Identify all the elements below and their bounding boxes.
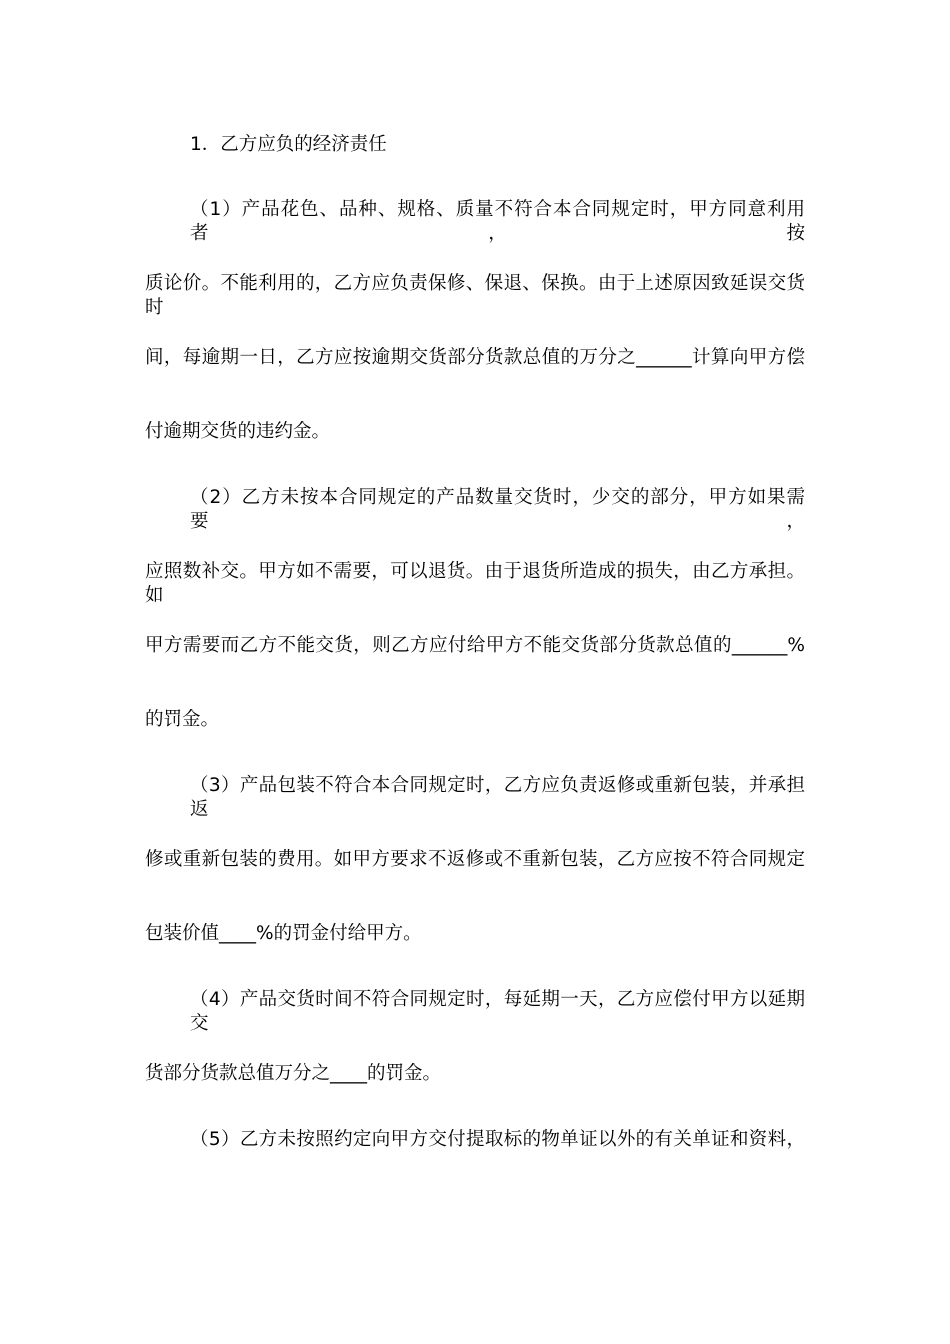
paragraph-line: 包装价值____%的罚金付给甲方。 xyxy=(145,923,422,944)
paragraph-line: 付逾期交货的违约金。 xyxy=(145,421,331,442)
paragraph-line: 的罚金。 xyxy=(145,709,220,730)
paragraph-line: （4）产品交货时间不符合同规定时，每延期一天，乙方应偿付甲方以延期交 xyxy=(190,989,805,1034)
paragraph-line: （2）乙方未按本合同规定的产品数量交货时，少交的部分，甲方如果需要， xyxy=(190,487,805,532)
paragraph-line: 甲方需要而乙方不能交货，则乙方应付给甲方不能交货部分货款总值的______% xyxy=(145,635,805,656)
paragraph-line: （3）产品包装不符合本合同规定时，乙方应负责返修或重新包装，并承担返 xyxy=(190,775,805,820)
section-heading: 1．乙方应负的经济责任 xyxy=(190,134,387,155)
paragraph-line: （1）产品花色、品种、规格、质量不符合本合同规定时，甲方同意利用者，按 xyxy=(190,199,805,244)
paragraph-line: 质论价。不能利用的，乙方应负责保修、保退、保换。由于上述原因致延误交货时 xyxy=(145,273,805,318)
paragraph-line: 修或重新包装的费用。如甲方要求不返修或不重新包装，乙方应按不符合同规定 xyxy=(145,849,805,870)
paragraph-line: 应照数补交。甲方如不需要，可以退货。由于退货所造成的损失，由乙方承担。如 xyxy=(145,561,805,606)
paragraph-line: 货部分货款总值万分之____的罚金。 xyxy=(145,1063,442,1084)
paragraph-line: （5）乙方未按照约定向甲方交付提取标的物单证以外的有关单证和资料， xyxy=(190,1129,805,1150)
paragraph-line: 间，每逾期一日，乙方应按逾期交货部分货款总值的万分之______计算向甲方偿 xyxy=(145,347,805,368)
